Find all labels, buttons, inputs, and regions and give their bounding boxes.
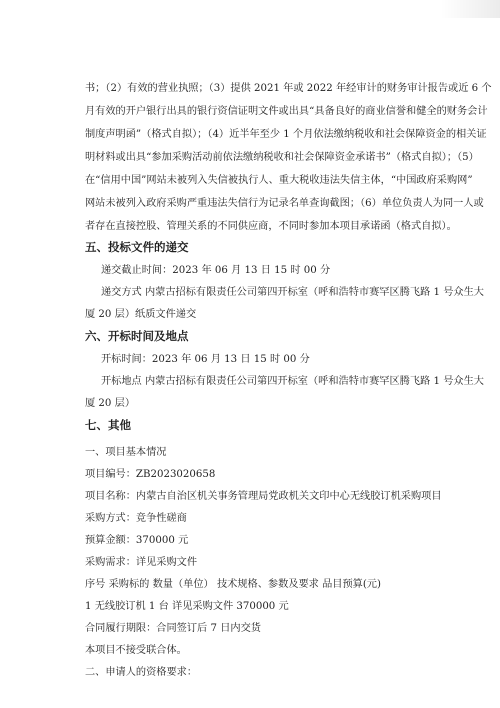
section-heading: 六、开标时间及地点 [85,329,189,343]
contract-period: 合同履行期限：合同签订后 7 日内交货 [85,623,261,634]
subsection-title: 二、申请人的资格要求： [85,667,198,678]
scan-shadow [440,0,500,18]
submission-method: 递交方式 内蒙古招标有限责任公司第四开标室（呼和浩特市赛罕区腾飞路 1 号众生大 [101,287,484,298]
budget-amount: 预算金额：370000 元 [85,535,189,546]
subsection-title: 一、项目基本情况 [85,447,167,458]
procurement-method: 采购方式：竞争性磋商 [85,513,187,524]
procurement-requirement: 采购需求：详见采购文件 [85,557,198,568]
body-line: 月有效的开户银行出具的银行资信证明文件或出具“具备良好的商业信誉和健全的财务会计 [85,106,488,117]
body-line: 书；（2）有效的营业执照；（3）提供 2021 年或 2022 年经审计的财务审计报告或近 6 个 [85,83,492,94]
submission-deadline: 递交截止时间：2023 年 06 月 13 日 15 时 00 分 [101,265,331,276]
body-line: 在“信用中国”网站未被列入失信被执行人、重大税收违法失信主体，“中国政府采购网” [85,175,473,186]
section-heading: 七、其他 [85,418,131,432]
project-name: 项目名称：内蒙古自治区机关事务管理局党政机关文印中心无线胶订机采购项目 [85,491,442,502]
opening-place: 开标地点 内蒙古招标有限责任公司第四开标室（呼和浩特市赛罕区腾飞路 1 号众生大 [101,376,484,387]
consortium-note: 本项目不接受联合体。 [85,645,187,656]
project-number: 项目编号：ZB2023020658 [85,469,216,480]
body-line: 明材料或出具“参加采购活动前依法缴纳税收和社会保障资金承诺书”（格式自拟）；（5） [85,152,479,163]
section-heading: 五、投标文件的递交 [85,240,189,254]
table-header: 序号 采购标的 数量（单位） 技术规格、参数及要求 品目预算(元) [85,579,381,590]
submission-method-cont: 厦 20 层）纸质文件递交 [85,309,197,320]
opening-place-cont: 厦 20 层） [85,398,136,409]
opening-time: 开标时间：2023 年 06 月 13 日 15 时 00 分 [101,354,310,365]
table-row: 1 无线胶订机 1 台 详见采购文件 370000 元 [85,601,289,612]
body-line: 者存在直接控股、管理关系的不同供应商，不同时参加本项目承诺函（格式自拟）。 [85,221,457,232]
body-line: 网站未被列入政府采购严重违法失信行为记录名单查询截图；（6）单位负责人为同一人或 [85,198,484,209]
body-line: 制度声明函”（格式自拟）；（4）近半年至少 1 个月依法缴纳税收和社会保障资金的相关证 [85,129,487,140]
